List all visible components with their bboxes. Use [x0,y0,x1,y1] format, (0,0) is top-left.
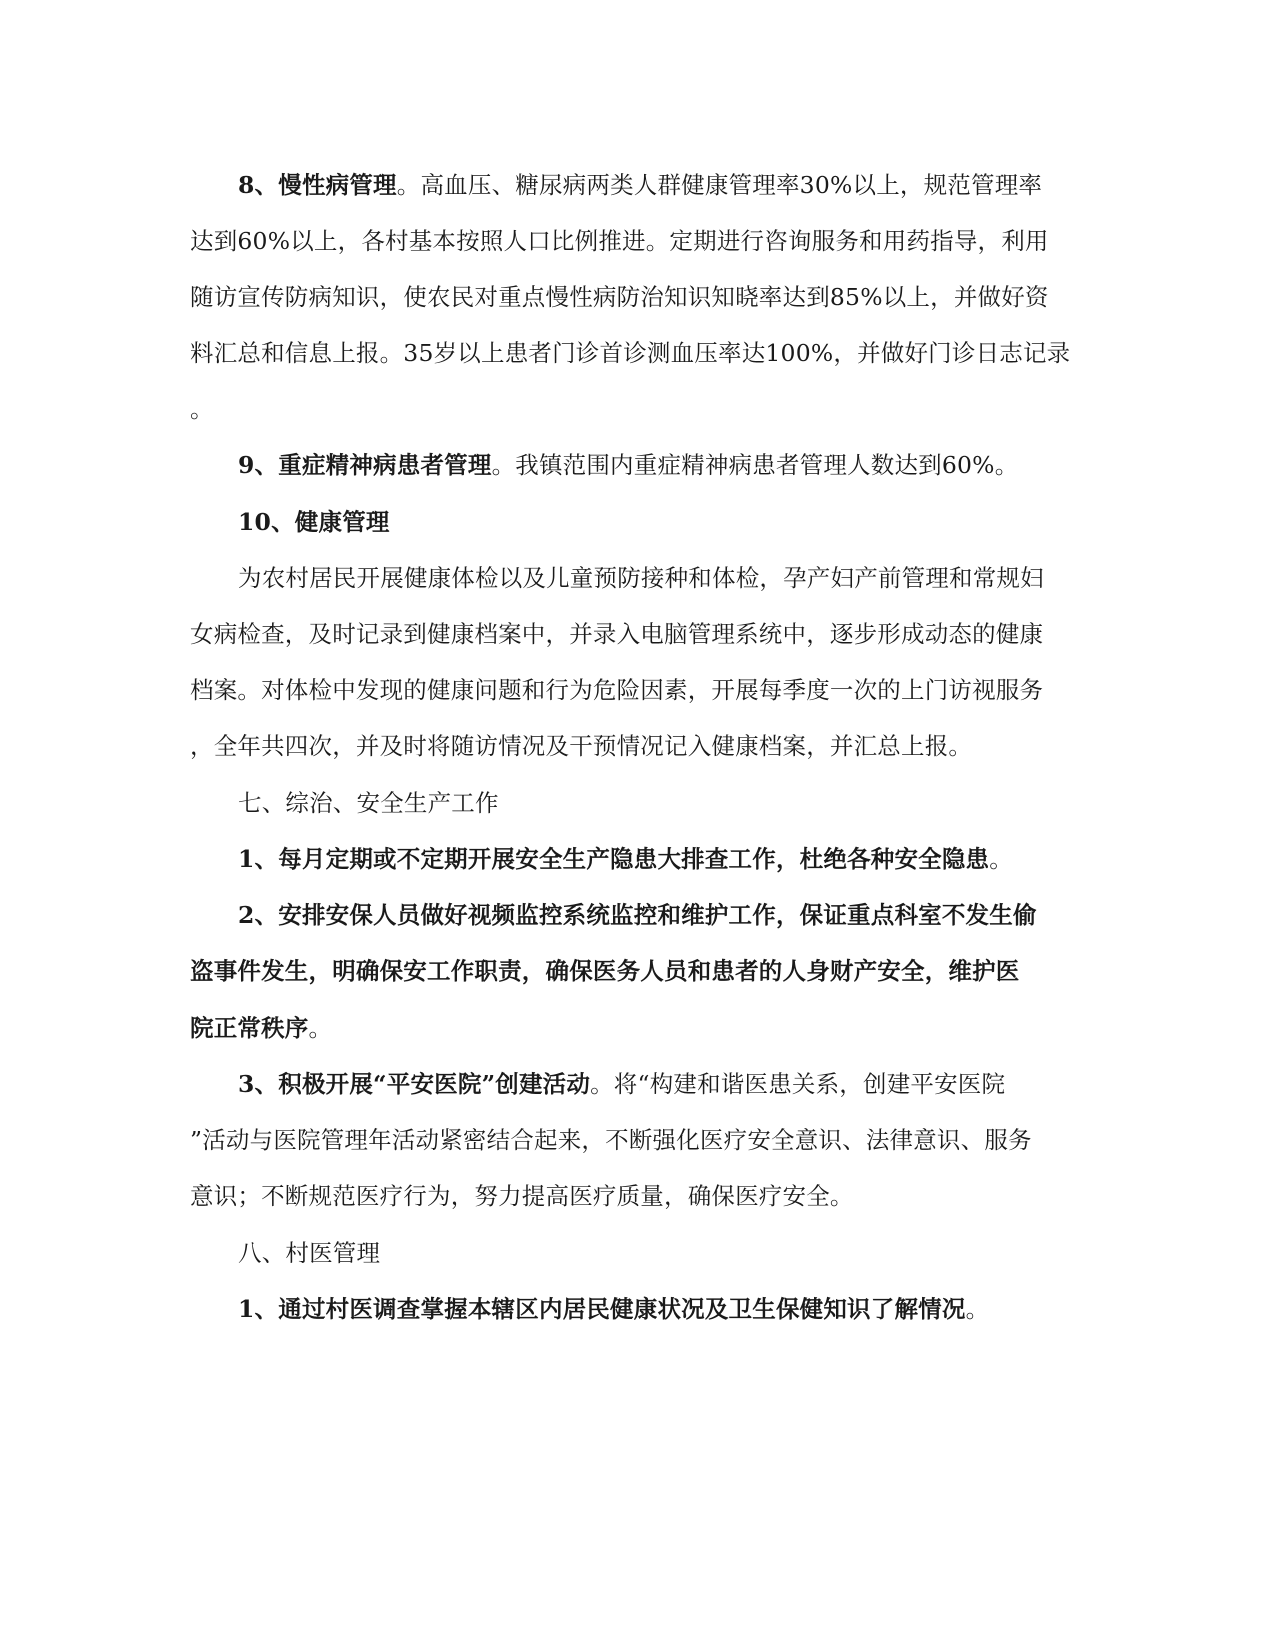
paragraph-line [190,1181,1090,1211]
line-text: 。 [989,845,1013,873]
paragraph-line [190,1013,1090,1043]
line-text: 料汇总和信息上报。35岁以上患者门诊首诊测血压率达100%，并做好门诊日志记录 [190,339,1071,367]
paragraph-line [190,394,1090,424]
section-title [238,788,1138,818]
line-text: 。 [308,1014,333,1042]
line-text: 。高血压、糖尿病两类人群健康管理率30%以上，规范管理率 [396,171,1043,199]
section-heading: 3、积极开展“平安医院”创建活动 [238,1070,591,1098]
line-text: 八、村医管理 [238,1239,381,1267]
line-text: 。 [965,1295,990,1323]
section-heading: 10、健康管理 [238,508,390,536]
section-heading: 8、慢性病管理 [238,171,397,199]
bold-text: 1、每月定期或不定期开展安全生产隐患大排查工作，杜绝各种安全隐患 [238,845,990,873]
paragraph-line [238,563,1138,593]
line-text: 。将“构建和谐医患关系，创建平安医院 [590,1070,1006,1098]
paragraph-line [238,1069,1138,1099]
paragraph-line [238,1294,1138,1324]
paragraph-line [238,844,1138,874]
line-text: 女病检查，及时记录到健康档案中，并录入电脑管理系统中，逐步形成动态的健康 [190,620,1044,648]
paragraph-line [238,450,1138,480]
paragraph-line [190,619,1090,649]
line-text: 七、综治、安全生产工作 [238,789,499,817]
bold-text: 盗事件发生，明确保安工作职责，确保医务人员和患者的人身财产安全，维护医 [190,957,1020,985]
line-text: 。我镇范围内重症精神病患者管理人数达到60%。 [491,451,1019,479]
line-text: ，全年共四次，并及时将随访情况及干预情况记入健康档案，并汇总上报。 [190,732,973,760]
line-text: 为农村居民开展健康体检以及儿童预防接种和体检，孕产妇产前管理和常规妇 [238,564,1044,592]
line-text: 随访宣传防病知识，使农民对重点慢性病防治知识知晓率达到85%以上，并做好资 [190,283,1049,311]
paragraph-line [238,900,1138,930]
paragraph-line [238,170,1138,200]
bold-text: 院正常秩序 [190,1014,309,1042]
line-text: 达到60%以上，各村基本按照人口比例推进。定期进行咨询服务和用药指导，利用 [190,227,1049,255]
line-text: 意识；不断规范医疗行为，努力提高医疗质量，确保医疗安全。 [190,1182,854,1210]
bold-text: 2、安排安保人员做好视频监控系统监控和维护工作，保证重点科室不发生偷 [238,901,1037,929]
paragraph-line [190,675,1090,705]
paragraph-line [190,282,1090,312]
paragraph-line [190,338,1090,368]
line-text: 。 [190,395,214,423]
paragraph-line [238,507,1138,537]
paragraph-line [190,1125,1090,1155]
line-text: ”活动与医院管理年活动紧密结合起来，不断强化医疗安全意识、法律意识、服务 [190,1126,1032,1154]
section-title [238,1238,1138,1268]
paragraph-line [190,226,1090,256]
paragraph-line [190,956,1090,986]
bold-text: 1、通过村医调查掌握本辖区内居民健康状况及卫生保健知识了解情况 [238,1295,966,1323]
section-heading: 9、重症精神病患者管理 [238,451,492,479]
paragraph-line [190,731,1090,761]
line-text: 档案。对体检中发现的健康问题和行为危险因素，开展每季度一次的上门访视服务 [190,676,1044,704]
